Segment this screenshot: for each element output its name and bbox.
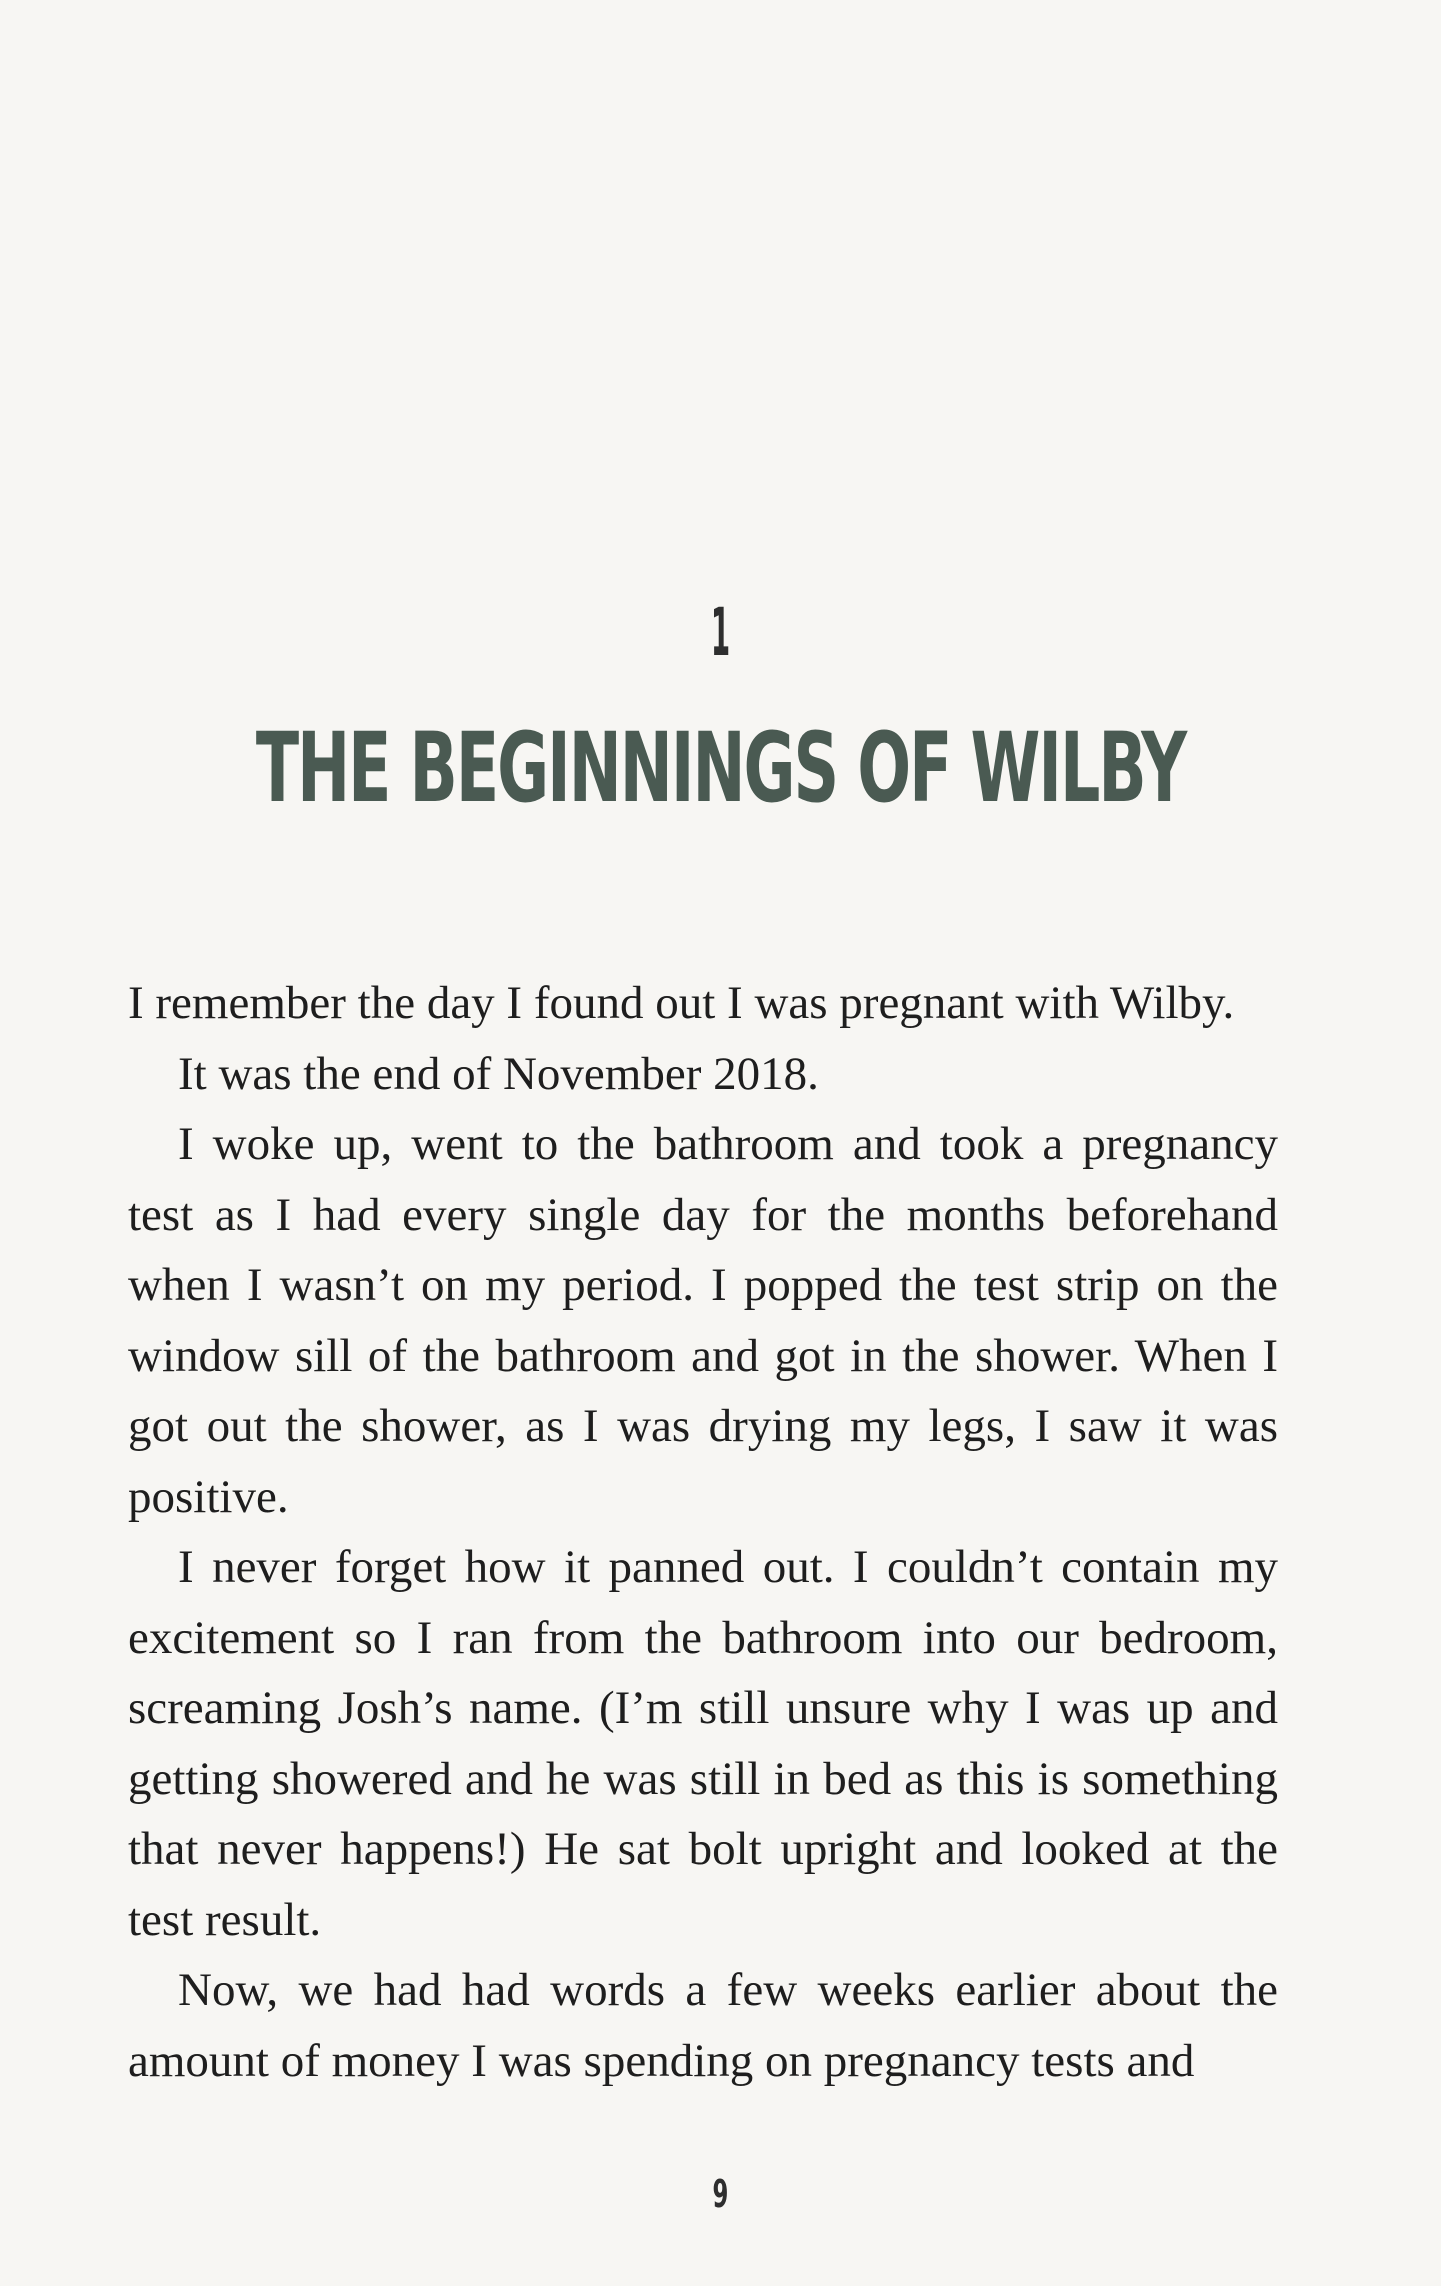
paragraph: I woke up, went to the bathroom and took a pregnancy test as I had every single day for the months beforehand when I wasn’t on my period. I popped the test strip on the window sill of the bathroom and got in the shower. When I got out the shower, as I was drying my legs, I saw it was positive.	[128, 1118, 1278, 1523]
body-text	[128, 968, 1278, 2096]
paragraph: I never forget how it panned out. I couldn’t contain my excitement so I ran from the bathroom into our bedroom, screaming Josh’s name. (I’m still unsure why I was up and getting showered and he was still in bed as this is something that never happens!) He sat bolt upright and looked at the test result.	[128, 1541, 1278, 1946]
chapter-number: 1	[710, 594, 731, 671]
paragraph: Now, we had had words a few weeks earlier about the amount of money I was spending on pregnancy tests and	[128, 1964, 1278, 2087]
page-number: 9	[712, 2172, 729, 2216]
paragraph: It was the end of November 2018.	[178, 1047, 819, 1100]
chapter-title: THE BEGINNINGS OF WILBY	[255, 712, 1186, 824]
paragraph: I remember the day I found out I was pregnant with Wilby.	[128, 977, 1235, 1029]
